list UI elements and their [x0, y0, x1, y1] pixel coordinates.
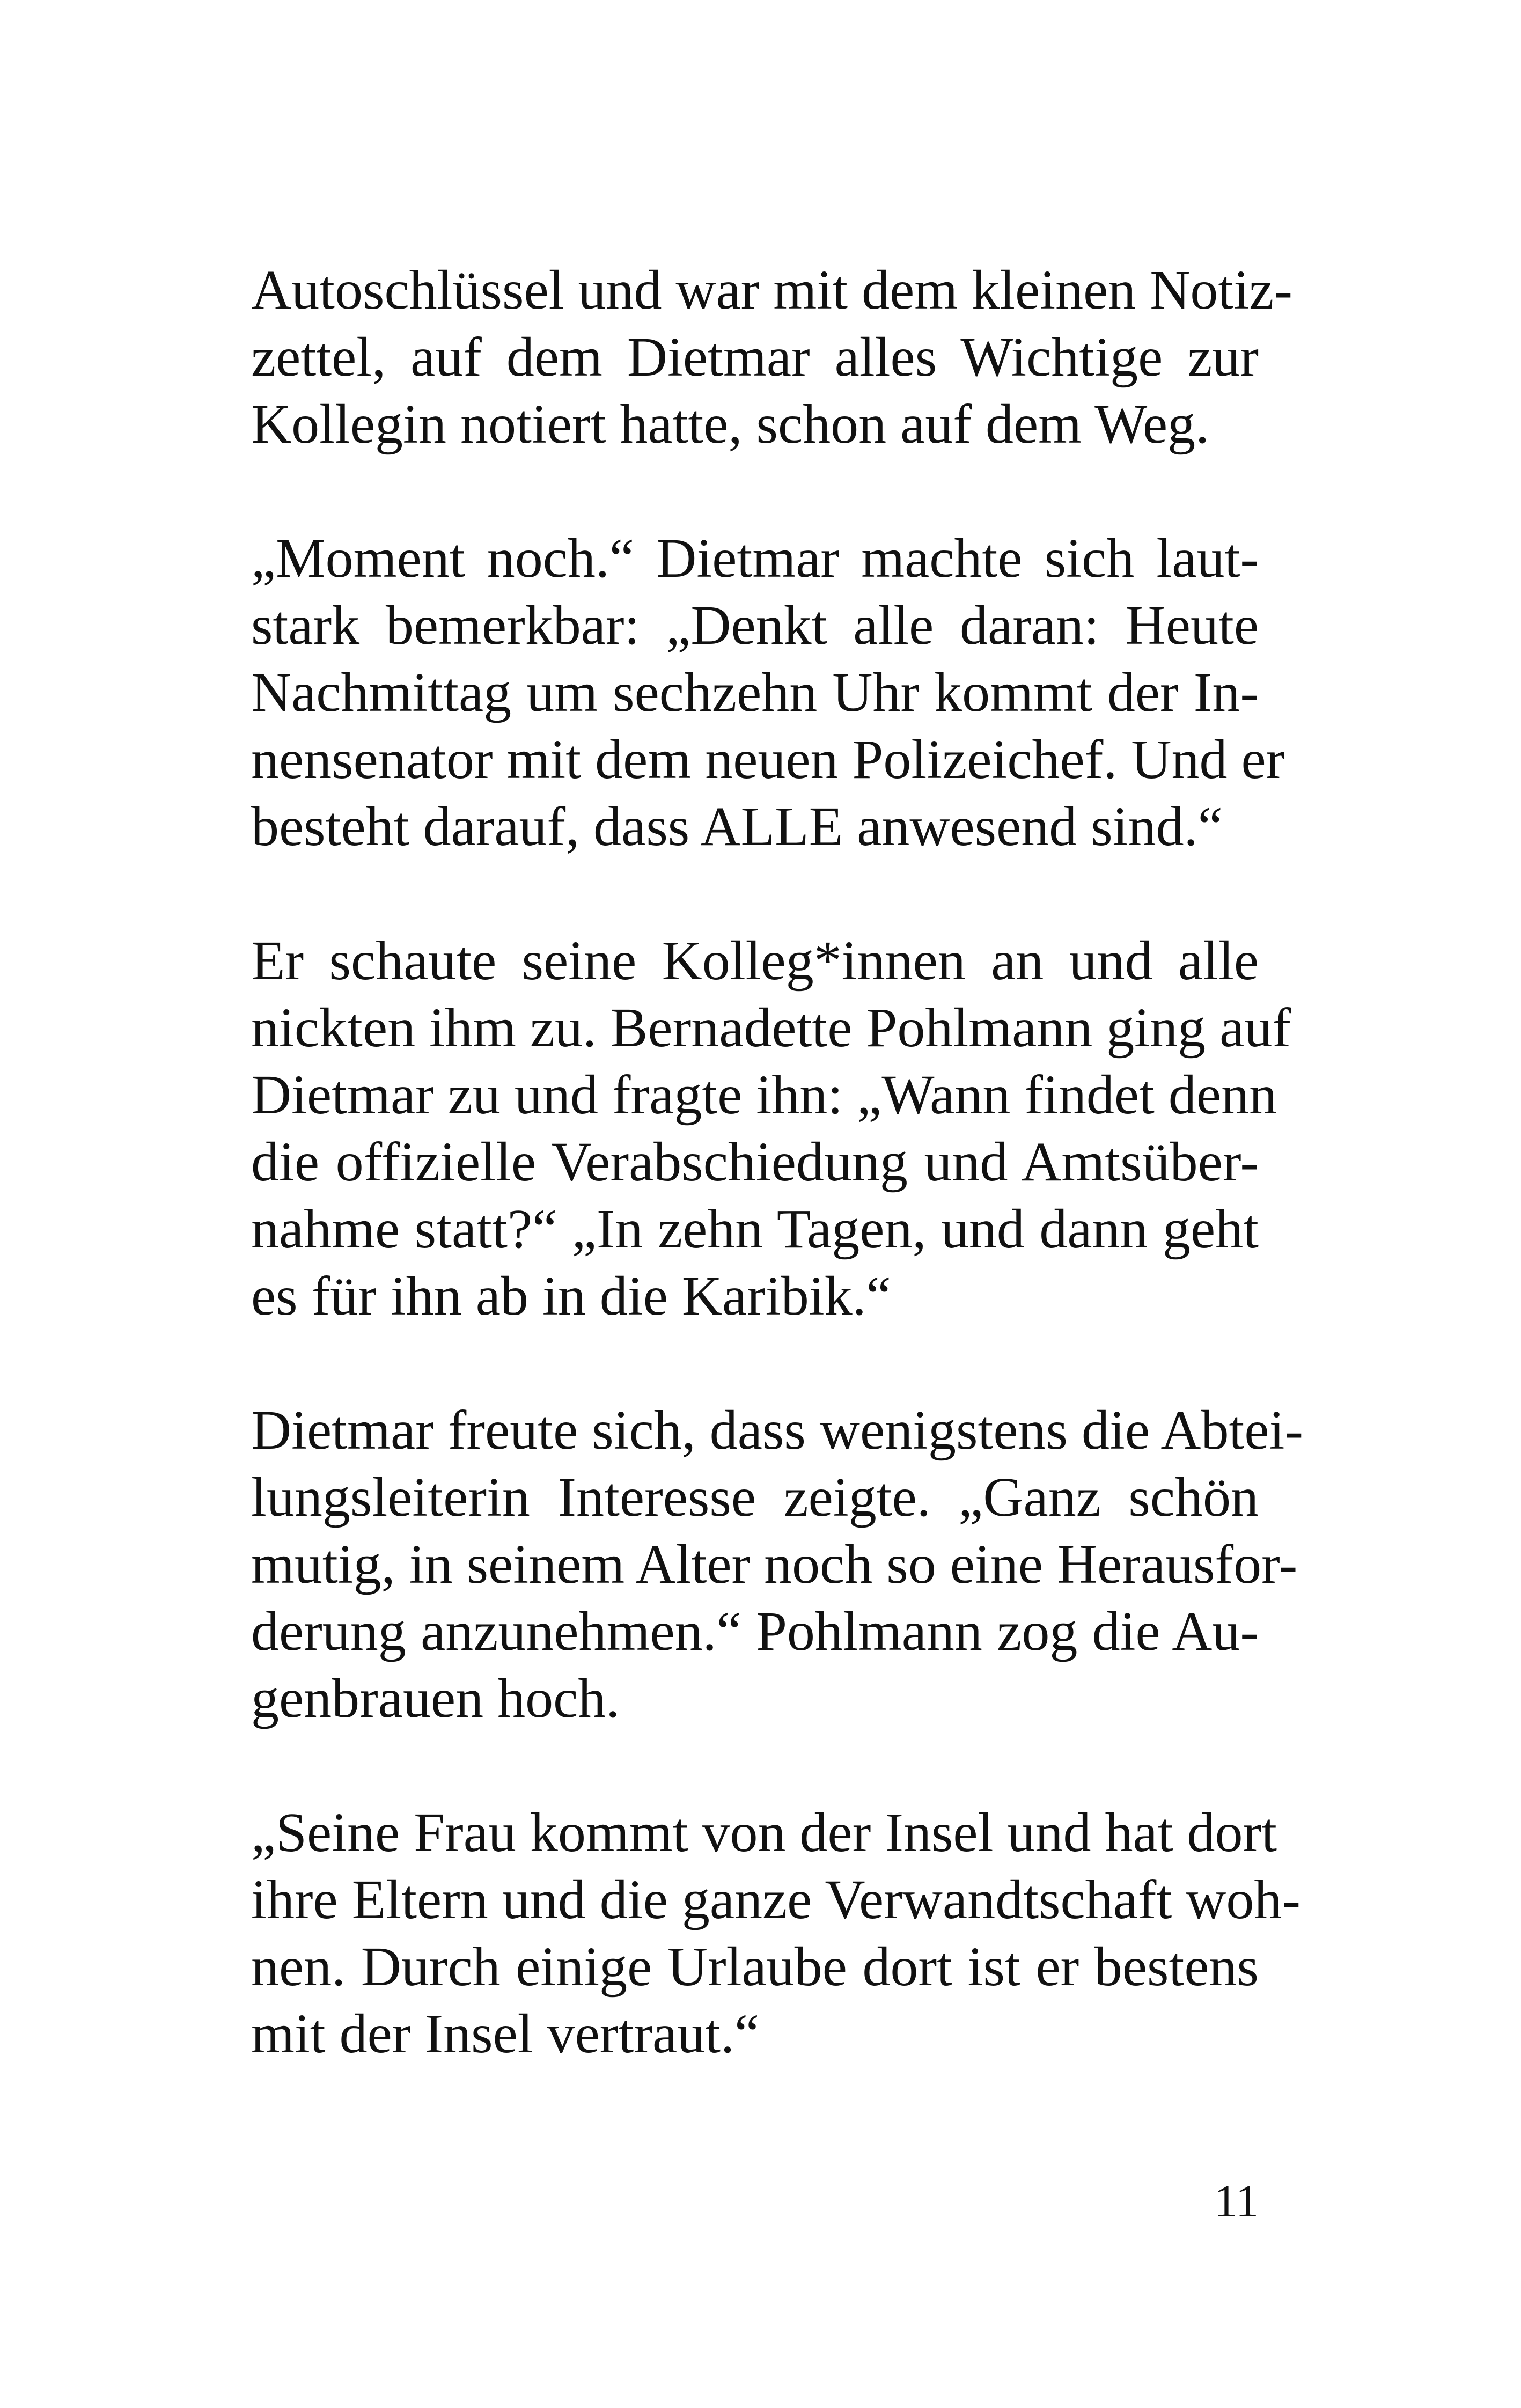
- text-line: mutig, in seinem Alter noch so eine Herausfor-: [251, 1533, 1298, 1595]
- text-line: genbrauen hoch.: [251, 1668, 620, 1729]
- text-line: nen. Durch einige Urlaube dort ist er bestens: [251, 1936, 1259, 1998]
- text-line: nahme statt?“ „In zehn Tagen, und dann geht: [251, 1198, 1259, 1260]
- text-line: derung anzunehmen.“ Pohlmann zog die Au-: [251, 1601, 1259, 1662]
- body-text: [251, 256, 1304, 2134]
- paragraph-4: [251, 1397, 1304, 1732]
- text-line: Dietmar freute sich, dass wenigstens die Abtei-: [251, 1399, 1304, 1461]
- text-line: Kollegin notiert hatte, schon auf dem Weg.: [251, 393, 1210, 455]
- text-line: „Seine Frau kommt von der Insel und hat dort: [251, 1802, 1277, 1863]
- text-line: lungsleiterin Interesse zeigte. „Ganz schön: [251, 1466, 1259, 1528]
- paragraph-3: [251, 927, 1291, 1330]
- text-line: zettel, auf dem Dietmar alles Wichtige zur: [251, 326, 1259, 388]
- text-line: die offizielle Verabschiedung und Amtsüber-: [251, 1131, 1259, 1193]
- text-line: es für ihn ab in die Karibik.“: [251, 1265, 891, 1327]
- text-line: „Moment noch.“ Dietmar machte sich laut-: [251, 527, 1259, 589]
- text-line: ihre Eltern und die ganze Verwandtschaft woh-: [251, 1869, 1301, 1930]
- page-number: 11: [1214, 2175, 1259, 2227]
- paragraph-5: [251, 1799, 1301, 2067]
- paragraph-2: [251, 525, 1285, 860]
- paragraph-1: [251, 256, 1292, 458]
- text-line: Dietmar zu und fragte ihn: „Wann findet denn: [251, 1064, 1277, 1126]
- text-line: nickten ihm zu. Bernadette Pohlmann ging auf: [251, 997, 1291, 1059]
- text-line: nensenator mit dem neuen Polizeichef. Und er: [251, 729, 1285, 790]
- text-line: Nachmittag um sechzehn Uhr kommt der In-: [251, 662, 1259, 723]
- text-line: mit der Insel vertraut.“: [251, 2003, 760, 2065]
- text-line: Er schaute seine Kolleg*innen an und alle: [251, 930, 1259, 992]
- text-line: besteht darauf, dass ALLE anwesend sind.“: [251, 796, 1223, 857]
- text-line: Autoschlüssel und war mit dem kleinen Notiz-: [251, 259, 1292, 321]
- text-line: stark bemerkbar: „Denkt alle daran: Heute: [251, 594, 1259, 656]
